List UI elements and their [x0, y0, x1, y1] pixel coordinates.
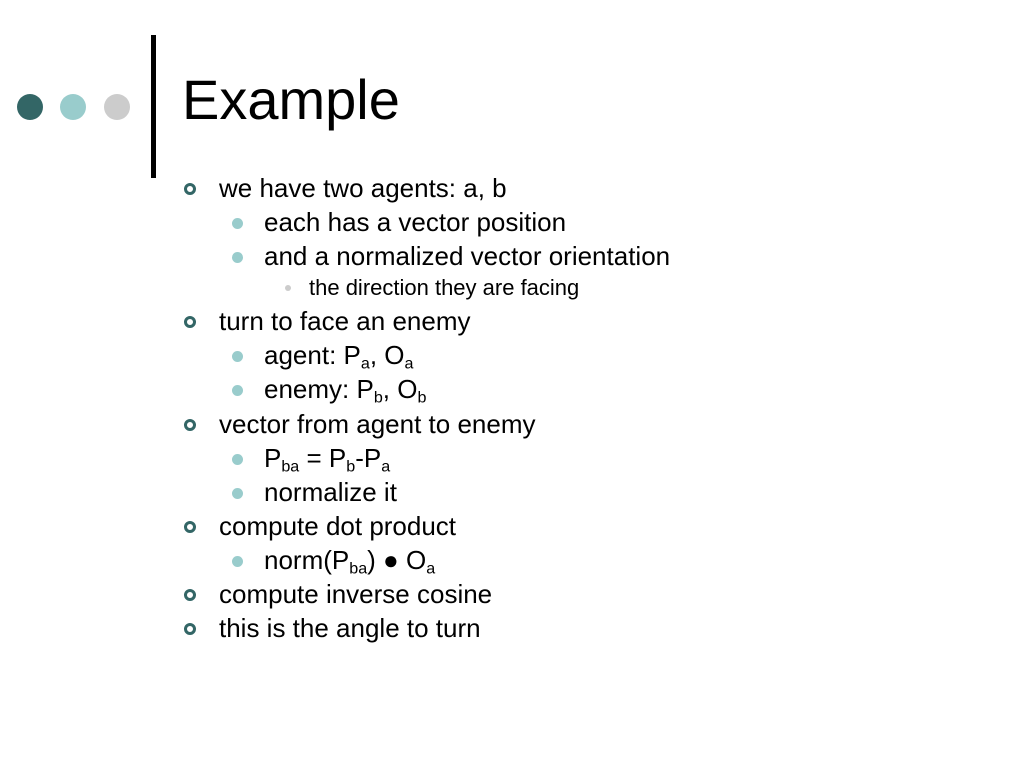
filled-circle-bullet-icon [232, 218, 243, 229]
bullet-text [264, 443, 391, 476]
subscript: ba [281, 457, 300, 476]
bullet-text: vector from agent to enemy [219, 409, 536, 439]
subscript: a [381, 457, 391, 476]
formula-part: norm(P [264, 545, 350, 575]
hollow-circle-bullet-icon [184, 589, 196, 601]
formula-part: P [264, 443, 282, 473]
hollow-circle-bullet-icon [184, 419, 196, 431]
bullet-text [264, 545, 436, 578]
slide-title: Example [182, 68, 400, 131]
bullet-text: compute dot product [219, 511, 457, 541]
subscript: a [426, 559, 436, 578]
formula-part: ) ● O [367, 545, 427, 575]
filled-circle-bullet-icon [232, 488, 243, 499]
subscript: b [373, 388, 383, 407]
subscript: b [346, 457, 356, 476]
hollow-circle-bullet-icon [184, 316, 196, 328]
subscript: a [360, 354, 370, 373]
filled-circle-bullet-icon [232, 351, 243, 362]
formula-part: = P [299, 443, 347, 473]
subscript: a [404, 354, 414, 373]
small-dot-bullet-icon [285, 285, 291, 291]
enemy-label: enemy: P [264, 374, 374, 404]
hollow-circle-bullet-icon [184, 521, 196, 533]
bullet-text: normalize it [264, 477, 397, 507]
agent-label: agent: P [264, 340, 361, 370]
bullet-text: the direction they are facing [309, 275, 580, 300]
hollow-circle-bullet-icon [184, 623, 196, 635]
hollow-circle-bullet-icon [184, 183, 196, 195]
formula-part: -P [355, 443, 382, 473]
bullet-text: and a normalized vector orientation [264, 241, 671, 271]
bullet-text: turn to face an enemy [219, 306, 471, 336]
bullet-text [264, 374, 427, 407]
filled-circle-bullet-icon [232, 556, 243, 567]
bullet-text [264, 340, 414, 373]
subscript: ba [349, 559, 368, 578]
bullet-text: compute inverse cosine [219, 579, 493, 609]
bullet-text: this is the angle to turn [219, 613, 481, 643]
separator: , O [369, 340, 405, 370]
filled-circle-bullet-icon [232, 385, 243, 396]
separator: , O [382, 374, 418, 404]
bullet-text: each has a vector position [264, 207, 567, 237]
bullet-text: we have two agents: a, b [219, 173, 507, 203]
filled-circle-bullet-icon [232, 454, 243, 465]
filled-circle-bullet-icon [232, 252, 243, 263]
subscript: b [417, 388, 427, 407]
